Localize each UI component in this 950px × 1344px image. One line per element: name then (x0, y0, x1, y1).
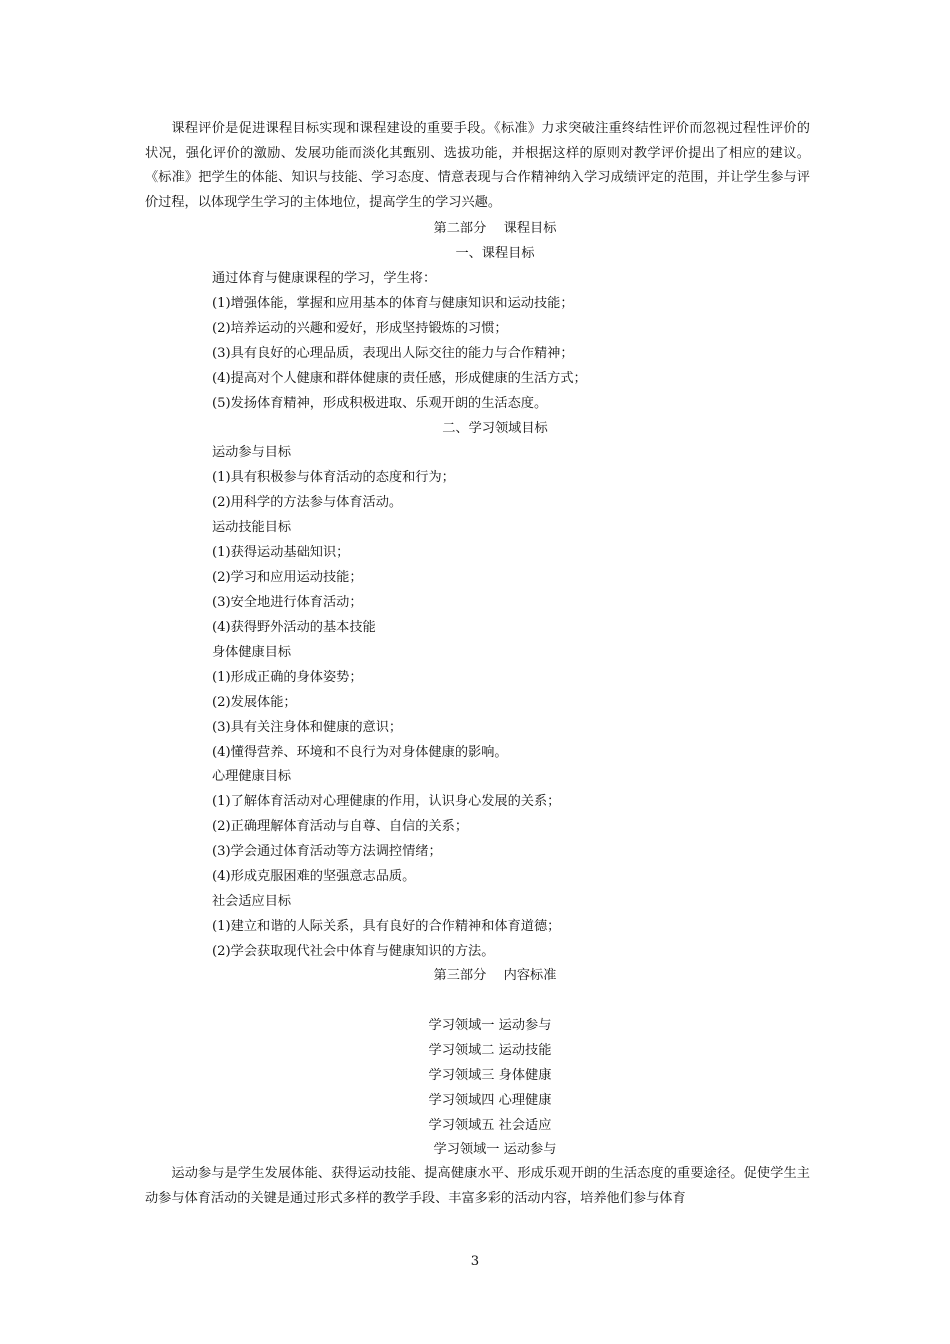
intro-paragraph: 课程评价是促进课程目标实现和课程建设的重要手段。《标准》力求突破注重终结性评价而忽视过程性评价的状况，强化评价的激励、发展功能而淡化其甄别、选拔功能，并根据这样的原则对教学评价提出了相应的建议。《标准》把学生的体能、知识与技能、学习态度、情意表现与合作精神纳入学习成绩评定的范围，并让学生参与评价过程，以体现学生学习的主体地位，提高学生的学习兴趣。 (145, 121, 810, 210)
group-item: (1)了解体育活动对心理健康的作用，认识身心发展的关系； (212, 794, 561, 809)
part2-title: 第二部分 课程目标 (433, 221, 557, 236)
domain-list-item: 学习领域五 社会适应 (428, 1118, 552, 1133)
group-item: (3)具有关注身体和健康的意识； (212, 720, 403, 735)
domain-list-item: 学习领域三 身体健康 (428, 1068, 552, 1083)
group-heading: 运动技能目标 (212, 520, 292, 535)
goal-item: (2)培养运动的兴趣和爱好，形成坚持锻炼的习惯； (212, 321, 508, 336)
group-item: (2)发展体能； (212, 695, 297, 710)
section1-lead: 通过体育与健康课程的学习，学生将： (212, 271, 437, 286)
group-item: (1)具有积极参与体育活动的态度和行为； (212, 470, 455, 485)
group-item: (4)懂得营养、环境和不良行为对身体健康的影响。 (212, 745, 508, 760)
group-item: (3)安全地进行体育活动； (212, 595, 363, 610)
group-heading: 社会适应目标 (212, 894, 292, 909)
group-item: (1)建立和谐的人际关系，具有良好的合作精神和体育道德； (212, 919, 561, 934)
goal-item: (4)提高对个人健康和群体健康的责任感，形成健康的生活方式； (212, 371, 587, 386)
domain-list-item: 学习领域一 运动参与 (428, 1018, 552, 1033)
goal-item: (5)发扬体育精神，形成积极进取、乐观开朗的生活态度。 (212, 396, 548, 411)
group-heading: 心理健康目标 (212, 769, 292, 784)
part3-title: 第三部分 内容标准 (433, 968, 557, 983)
goal-item: (3)具有良好的心理品质，表现出人际交往的能力与合作精神； (212, 346, 574, 361)
group-heading: 身体健康目标 (212, 645, 292, 660)
domain1-paragraph: 运动参与是学生发展体能、获得运动技能、提高健康水平、形成乐观开朗的生活态度的重要途径。促使学生主动参与体育活动的关键是通过形式多样的教学手段、丰富多彩的活动内容，培养他们参与体育 (145, 1166, 810, 1206)
domain-list-item: 学习领域二 运动技能 (428, 1043, 552, 1058)
domain1-title: 学习领域一 运动参与 (433, 1142, 557, 1157)
group-item: (1)形成正确的身体姿势； (212, 670, 363, 685)
group-heading: 运动参与目标 (212, 445, 292, 460)
group-item: (2)学习和应用运动技能； (212, 570, 363, 585)
group-item: (2)学会获取现代社会中体育与健康知识的方法。 (212, 944, 495, 959)
group-item: (3)学会通过体育活动等方法调控情绪； (212, 844, 442, 859)
group-item: (4)获得野外活动的基本技能 (212, 620, 376, 635)
page-number: 3 (470, 1254, 480, 1269)
section1-title: 一、课程目标 (455, 246, 535, 261)
domain-list-item: 学习领域四 心理健康 (428, 1093, 552, 1108)
group-item: (4)形成克服困难的坚强意志品质。 (212, 869, 416, 884)
group-item: (2)用科学的方法参与体育活动。 (212, 495, 403, 510)
goal-item: (1)增强体能，掌握和应用基本的体育与健康知识和运动技能； (212, 296, 574, 311)
group-item: (2)正确理解体育活动与自尊、自信的关系； (212, 819, 469, 834)
section2-title: 二、学习领域目标 (442, 421, 548, 436)
group-item: (1)获得运动基础知识； (212, 545, 350, 560)
